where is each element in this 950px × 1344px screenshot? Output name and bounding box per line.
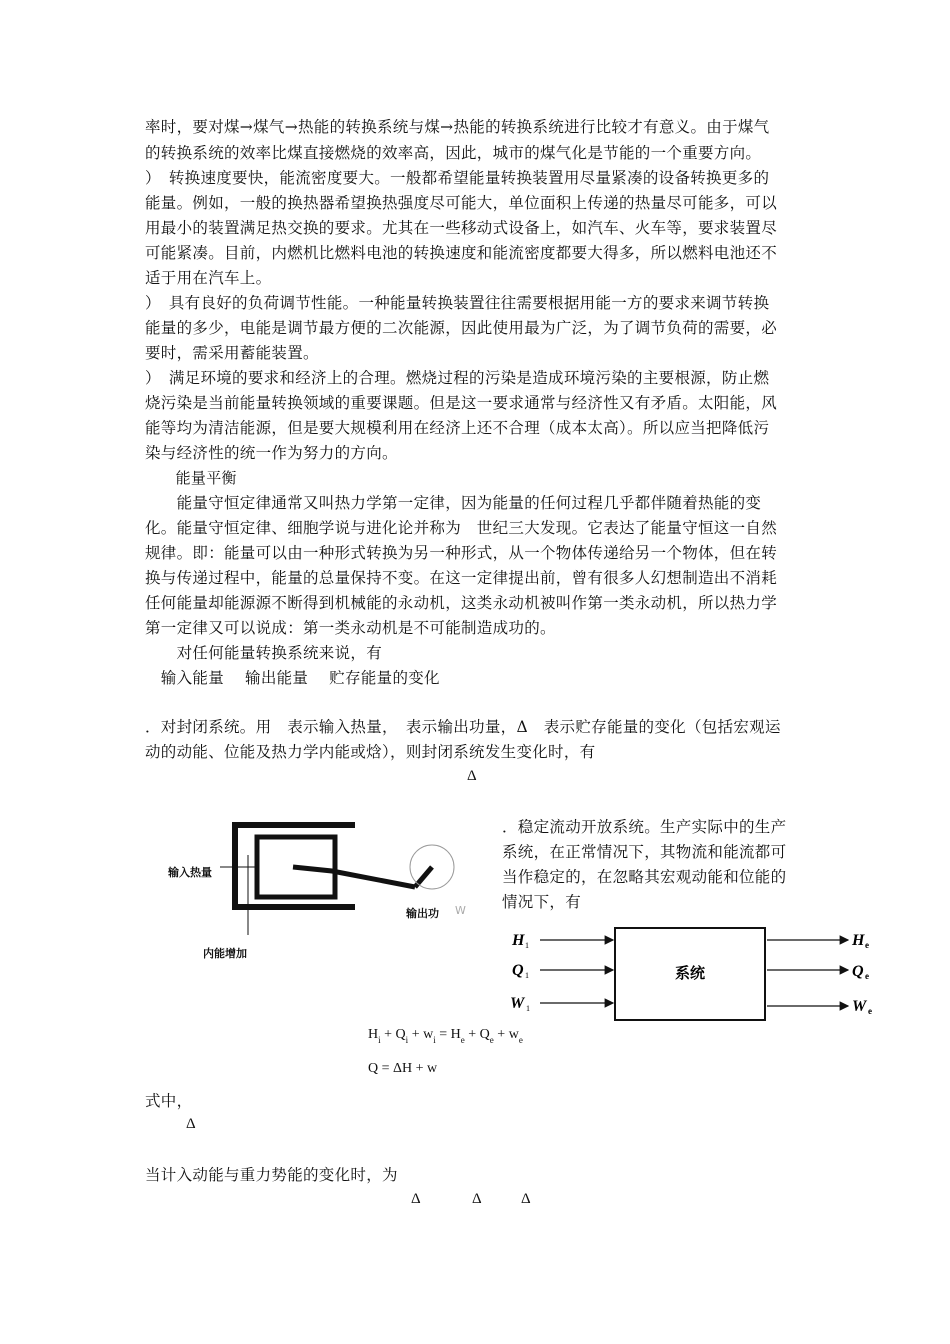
input-heat-label: 输入热量 (168, 866, 212, 879)
text-line-12: 烧污染是当前能量转换领域的重要课题。但是这一要求通常与经济性又有矛盾。太阳能，风 (145, 394, 778, 412)
text-line-11: ） 满足环境的要求和经济上的合理。燃烧过程的污染是造成环境污染的主要根源，防止燃 (145, 369, 770, 387)
text-line-16: 能量守恒定律通常又叫热力学第一定律，因为能量的任何过程几乎都伴随着热能的变 (145, 494, 762, 512)
w-mark: W (455, 904, 466, 917)
energy-balance-line: 输入能量 输出能量 贮存能量的变化 (145, 669, 440, 687)
text-line-7: 适于用在汽车上。 (145, 269, 272, 287)
text-line-18: 规律。即：能量可以由一种形式转换为另一种形式，从一个物体传递给另一个物体，但在转 (145, 544, 778, 562)
input-q: Q (512, 962, 524, 979)
text-line-25: 动的动能、位能及热力学内能或焓），则封闭系统发生变化时，有 (145, 743, 596, 761)
text-line-20: 任何能量却能源源不断得到机械能的永动机，这类永动机被叫作第一类永动机，所以热力学 (145, 594, 778, 612)
output-h: H (852, 932, 865, 949)
delta-bottom-2: Δ (472, 1191, 482, 1207)
delta-bottom-3: Δ (521, 1191, 531, 1207)
right-text-3: 当作稳定的，在忽略其宏观动能和位能的 (502, 868, 787, 886)
right-text-1: ．稳定流动开放系统。生产实际中的生产 (502, 818, 787, 836)
text-line-21: 第一定律又可以说成：第一类永动机是不可能制造成功的。 (145, 619, 556, 637)
right-text-4: 情况下，有 (502, 893, 582, 911)
output-w: W (852, 998, 867, 1015)
right-text-2: 系统，在正常情况下，其物流和能流都可 (502, 843, 787, 861)
delta-symbol-2: Δ (186, 1116, 196, 1132)
text-line-8: ） 具有良好的负荷调节性能。一种能量转换装置往往需要根据用能一方的要求来调节转换 (145, 294, 770, 312)
text-line-3: ） 转换速度要快，能流密度要大。一般都希望能量转换装置用尽量紧凑的设备转换更多的 (145, 169, 770, 187)
svg-text:1: 1 (526, 1004, 530, 1013)
formula-note: 式中， (145, 1092, 193, 1110)
svg-text:e: e (865, 940, 869, 950)
text-line-14: 染与经济性的统一作为努力的方向。 (145, 444, 398, 462)
input-w: W (510, 995, 525, 1012)
text-line-17: 化。能量守恒定律、细胞学说与进化论并称为 世纪三大发现。它表达了能量守恒这一自然 (145, 519, 778, 537)
text-line-9: 能量的多少，电能是调节最方便的二次能源，因此使用最为广泛，为了调节负荷的需要，必 (145, 319, 778, 337)
text-line-2: 的转换系统的效率比煤直接燃烧的效率高，因此，城市的煤气化是节能的一个重要方向。 (145, 144, 762, 162)
output-q: Q (852, 963, 864, 980)
text-line-5: 用最小的装置满足热交换的要求。尤其在一些移动式设备上，如汽车、火车等，要求装置尽 (145, 219, 778, 237)
text-line-4: 能量。例如，一般的换热器希望换热强度尽可能大，单位面积上传递的热量尽可能多，可以 (145, 194, 778, 212)
kinetic-energy-line: 当计入动能与重力势能的变化时，为 (145, 1166, 398, 1184)
svg-text:1: 1 (525, 941, 529, 950)
flow-system-diagram (505, 920, 885, 1030)
svg-text:e: e (868, 1006, 872, 1016)
text-line-22: 对任何能量转换系统来说，有 (145, 644, 383, 662)
section-heading: 能量平衡 (145, 469, 237, 487)
delta-bottom-1: Δ (411, 1191, 421, 1207)
internal-energy-label: 内能增加 (203, 947, 247, 960)
text-line-1: 率时，要对煤→煤气→热能的转换系统与煤→热能的转换系统进行比较才有意义。由于煤气 (145, 118, 770, 136)
text-line-19: 换与传递过程中，能量的总量保持不变。在这一定律提出前，曾有很多人幻想制造出不消耗 (145, 569, 778, 587)
input-h: H (512, 932, 525, 949)
output-work-label: 输出功 (406, 907, 439, 920)
text-line-13: 能等均为清洁能源，但是要大规模利用在经济上还不合理（成本太高）。所以应当把降低污 (145, 419, 770, 437)
text-line-6: 可能紧凑。目前，内燃机比燃料电池的转换速度和能流密度都要大得多，所以燃料电池还不 (145, 244, 778, 262)
text-line-10: 要时，需采用蓄能装置。 (145, 344, 319, 362)
svg-text:e: e (865, 971, 869, 981)
svg-text:1: 1 (525, 971, 529, 980)
delta-symbol: Δ (467, 768, 477, 784)
energy-equation: $H_i + Q_i + w_i = H_e + Q_e + w_e$ (368, 1027, 523, 1045)
system-label: 系统 (675, 964, 706, 982)
enthalpy-equation: Q = ΔH + w (368, 1061, 438, 1076)
text-line-24: ．对封闭系统。用 表示输入热量， 表示输出功量，Δ 表示贮存能量的变化（包括宏观运 (145, 718, 781, 736)
